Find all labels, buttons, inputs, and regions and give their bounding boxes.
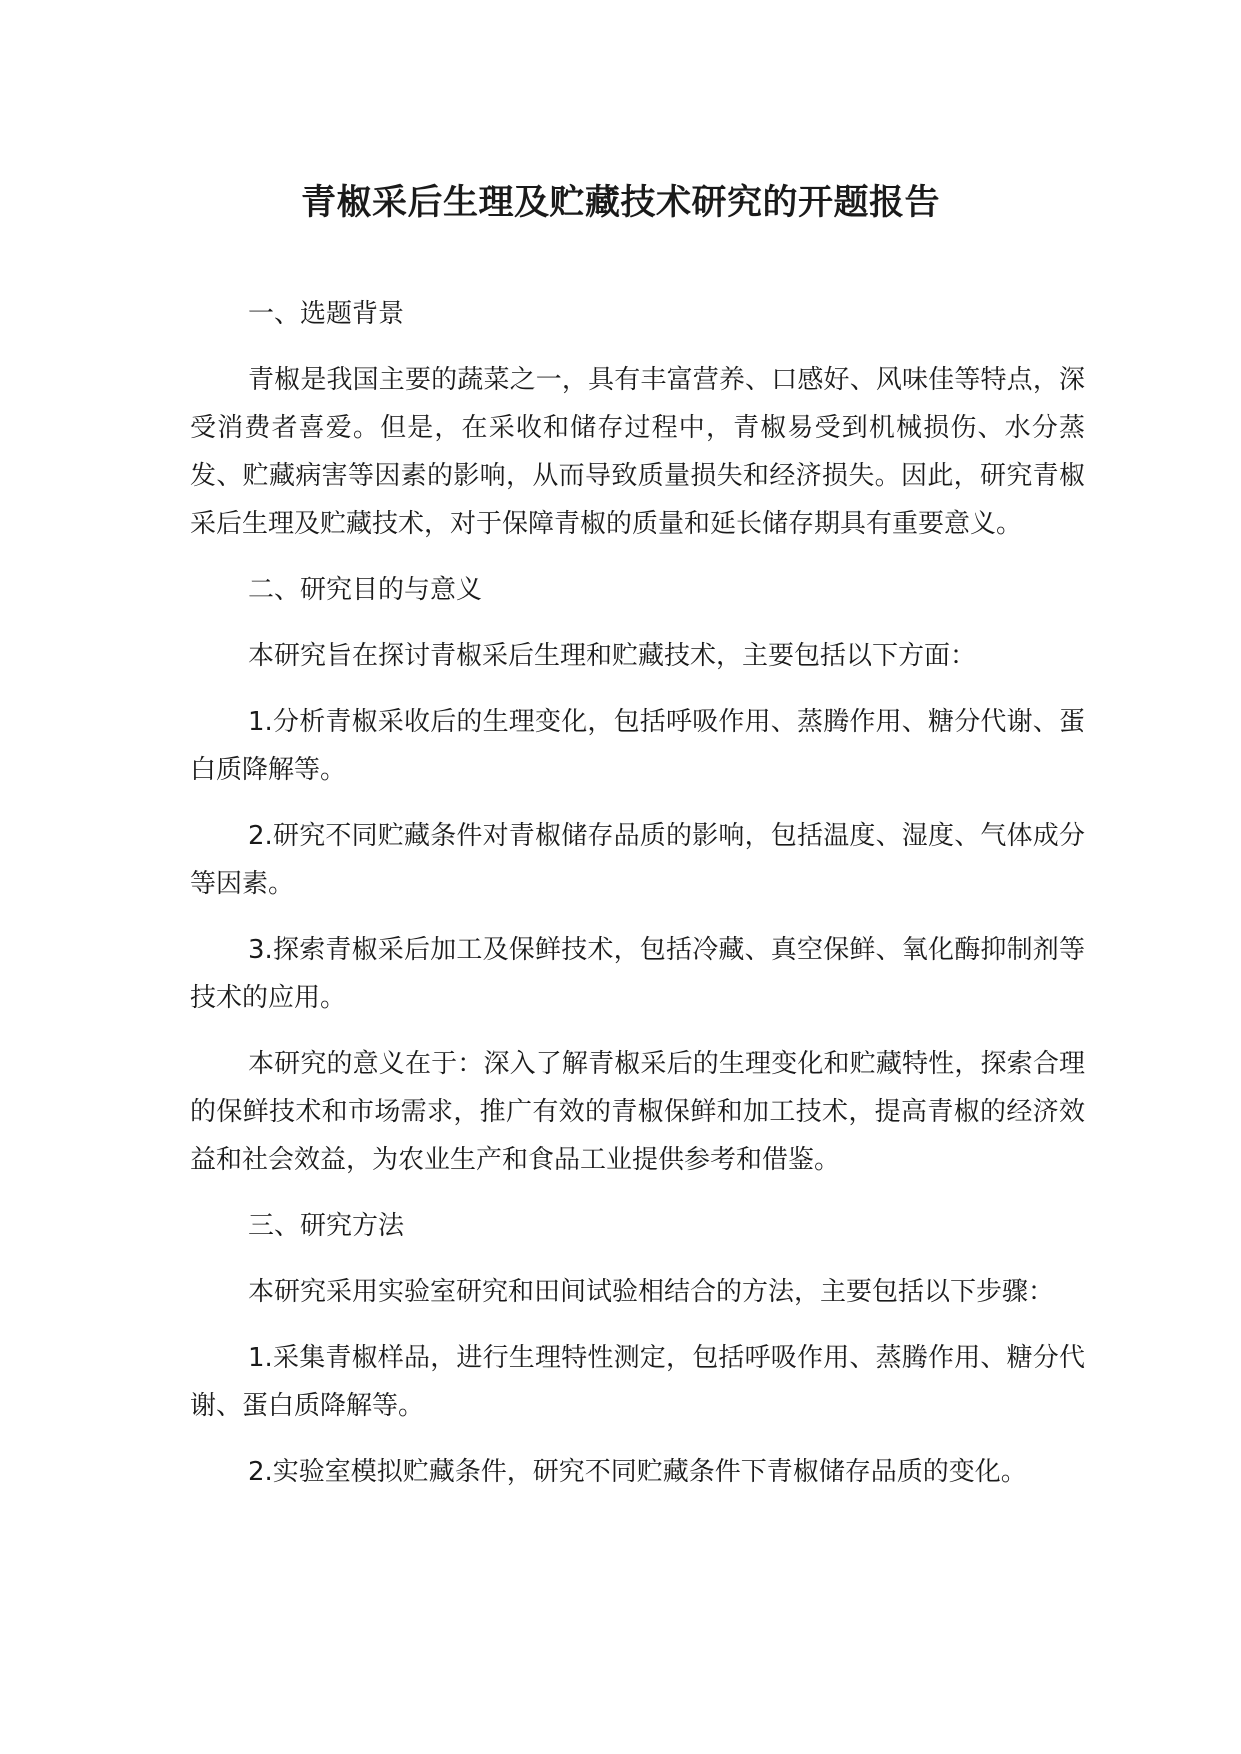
paragraph-significance: 本研究的意义在于：深入了解青椒采后的生理变化和贮藏特性，探索合理的保鲜技术和市场需求，推广有效的青椒保鲜和加工技术，提高青椒的经济效益和社会效益，为农业生产和食品工业提供参考和借鉴。	[190, 1049, 1085, 1175]
paragraph-background: 青椒是我国主要的蔬菜之一，具有丰富营养、口感好、风味佳等特点，深受消费者喜爱。但是，在采收和储存过程中，青椒易受到机械损伤、水分蒸发、贮藏病害等因素的影响，从而导致质量损失和经济损失。因此，研究青椒采后生理及贮藏技术，对于保障青椒的质量和延长储存期具有重要意义。	[190, 365, 1085, 539]
section-heading-background: 一、选题背景	[248, 299, 405, 329]
section-heading-purpose: 二、研究目的与意义	[248, 575, 483, 605]
paragraph-methods-item-2: 2.实验室模拟贮藏条件，研究不同贮藏条件下青椒储存品质的变化。	[248, 1457, 1027, 1487]
document-title: 青椒采后生理及贮藏技术研究的开题报告	[300, 183, 940, 223]
paragraph-purpose-item-2: 2.研究不同贮藏条件对青椒储存品质的影响，包括温度、湿度、气体成分等因素。	[190, 821, 1085, 899]
document-body	[190, 290, 1085, 1514]
paragraph-methods-intro: 本研究采用实验室研究和田间试验相结合的方法，主要包括以下步骤：	[248, 1277, 1055, 1307]
section-heading-methods: 三、研究方法	[248, 1211, 405, 1241]
paragraph-purpose-intro: 本研究旨在探讨青椒采后生理和贮藏技术，主要包括以下方面：	[248, 641, 977, 671]
paragraph-purpose-item-3: 3.探索青椒采后加工及保鲜技术，包括冷藏、真空保鲜、氧化酶抑制剂等技术的应用。	[190, 935, 1085, 1013]
paragraph-purpose-item-1: 1.分析青椒采收后的生理变化，包括呼吸作用、蒸腾作用、糖分代谢、蛋白质降解等。	[190, 707, 1085, 785]
paragraph-methods-item-1: 1.采集青椒样品，进行生理特性测定，包括呼吸作用、蒸腾作用、糖分代谢、蛋白质降解等。	[190, 1343, 1085, 1421]
